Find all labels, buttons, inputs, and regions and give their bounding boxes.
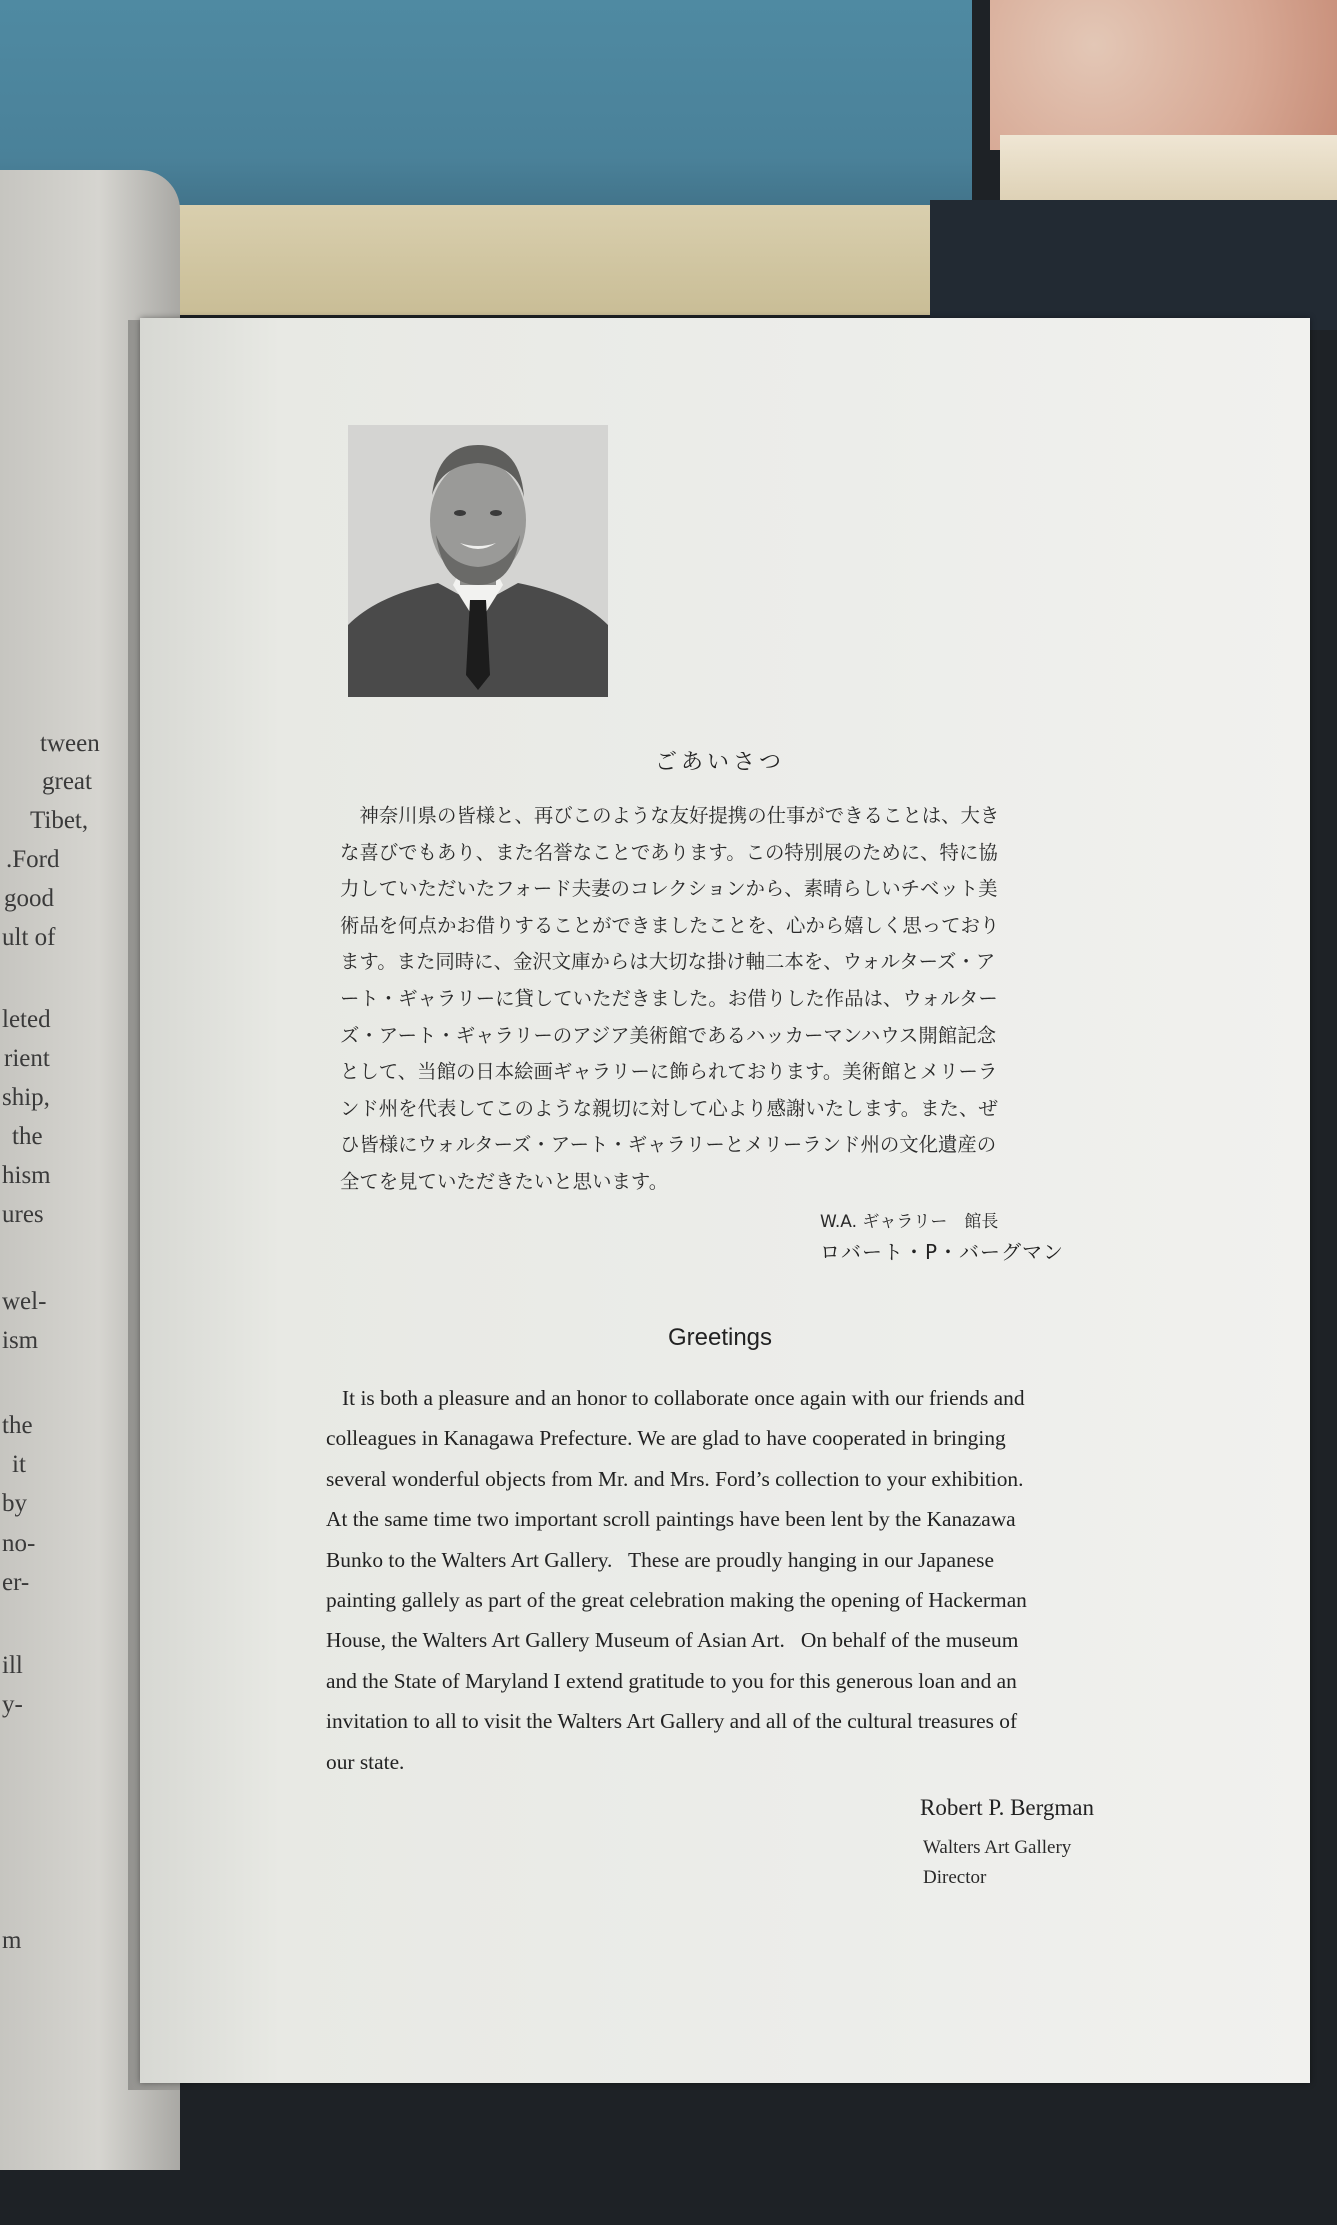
left-page-fragment: ship, <box>2 1084 50 1111</box>
japanese-body-line: として、当館の日本絵画ギャラリーに飾られております。美術館とメリーラ <box>340 1060 998 1084</box>
left-page-fragment: ures <box>2 1201 44 1228</box>
left-page-fragment: hism <box>2 1162 51 1189</box>
english-body-line: and the State of Maryland I extend gratitude to you for this generous loan and an <box>326 1668 1017 1693</box>
red-book-cover <box>990 0 1337 150</box>
left-page-fragment: Tibet, <box>30 807 89 834</box>
japanese-body-line: 全てを見ていただきたいと思います。 <box>340 1169 669 1193</box>
left-page-fragment: ult of <box>2 924 56 951</box>
english-body-line: our state. <box>326 1749 405 1774</box>
english-signature-block <box>923 1833 1071 1893</box>
japanese-body-line: ンド州を代表してこのような親切に対して心より感謝いたします。また、ぜ <box>340 1096 998 1120</box>
english-greeting-body <box>326 1378 1136 1782</box>
japanese-signature-title: W.A. ギャラリー 館長 <box>820 1212 999 1232</box>
left-page-fragment: wel- <box>2 1288 47 1315</box>
english-body-line: painting gallely as part of the great celebration making the opening of Hackerman <box>326 1588 1027 1613</box>
left-page-fragment: the <box>2 1412 33 1439</box>
japanese-greeting-body <box>340 798 1105 1201</box>
left-page-fragment: ism <box>2 1327 39 1354</box>
japanese-greeting-title: ごあいさつ <box>654 750 785 775</box>
left-page-fragment: tween <box>40 730 100 757</box>
english-signature-name: Robert P. Bergman <box>920 1795 1094 1820</box>
left-page-fragment: ill <box>2 1652 23 1679</box>
dark-background <box>930 200 1337 330</box>
left-page-fragment: by <box>2 1490 27 1517</box>
english-body-line: House, the Walters Art Gallery Museum of Asian Art. On behalf of the museum <box>326 1628 1019 1653</box>
left-page-fragment: good <box>4 885 54 912</box>
english-body-line: colleagues in Kanagawa Prefecture. We are glad to have cooperated in bringing <box>326 1426 1006 1451</box>
english-body-line: It is both a pleasure and an honor to collaborate once again with our friends and <box>326 1386 1025 1410</box>
english-signature-title: Director <box>923 1867 987 1888</box>
japanese-body-line: 術品を何点かお借りすることができましたことを、心から嬉しく思っており <box>340 913 1000 937</box>
japanese-body-line: ズ・アート・ギャラリーのアジア美術館であるハッカーマンハウス開館記念 <box>340 1023 996 1047</box>
left-page-fragment: no- <box>2 1530 36 1557</box>
japanese-body-line: 神奈川県の皆様と、再びこのような友好提携の仕事ができることは、大き <box>340 804 1000 827</box>
japanese-body-line: 力していただいたフォード夫妻のコレクションから、素晴らしいチベット美 <box>340 877 998 901</box>
left-page-fragment: great <box>42 768 92 795</box>
left-page-fragment: leted <box>2 1006 51 1033</box>
japanese-body-line: な喜びでもあり、また名誉なことであります。この特別展のために、特に協 <box>340 840 998 864</box>
english-greeting-title: Greetings <box>667 1324 773 1351</box>
left-page-fragment: rient <box>4 1045 50 1072</box>
left-page-fragment: .Ford <box>6 846 60 873</box>
left-page-fragment: it <box>12 1451 26 1478</box>
japanese-signature-name: ロバート・P・バーグマン <box>820 1240 1065 1264</box>
left-page-fragment: m <box>2 1927 22 1954</box>
english-body-line: several wonderful objects from Mr. and Mrs. Ford’s collection to your exhibition. <box>326 1466 1024 1491</box>
english-body-line: At the same time two important scroll paintings have been lent by the Kanazawa <box>326 1507 1016 1532</box>
red-book-page-edges <box>1000 135 1337 205</box>
portrait-photo <box>348 425 608 697</box>
blue-book-page-edges <box>150 205 930 315</box>
left-page-fragment: er- <box>2 1569 30 1596</box>
japanese-body-line: ます。また同時に、金沢文庫からは大切な掛け軸二本を、ウォルターズ・ア <box>340 950 996 974</box>
left-page-fragment: the <box>12 1123 43 1150</box>
japanese-body-line: ひ皆様にウォルターズ・アート・ギャラリーとメリーランド州の文化遺産の <box>340 1133 997 1157</box>
left-page-fragment: y- <box>2 1691 23 1718</box>
english-signature-org: Walters Art Gallery <box>923 1837 1072 1858</box>
english-body-line: Bunko to the Walters Art Gallery. These are proudly hanging in our Japanese <box>326 1547 994 1572</box>
japanese-body-line: ート・ギャラリーに貸していただきました。お借りした作品は、ウォルター <box>340 986 998 1010</box>
english-body-line: invitation to all to visit the Walters Art Gallery and all of the cultural treasures of <box>326 1709 1018 1734</box>
